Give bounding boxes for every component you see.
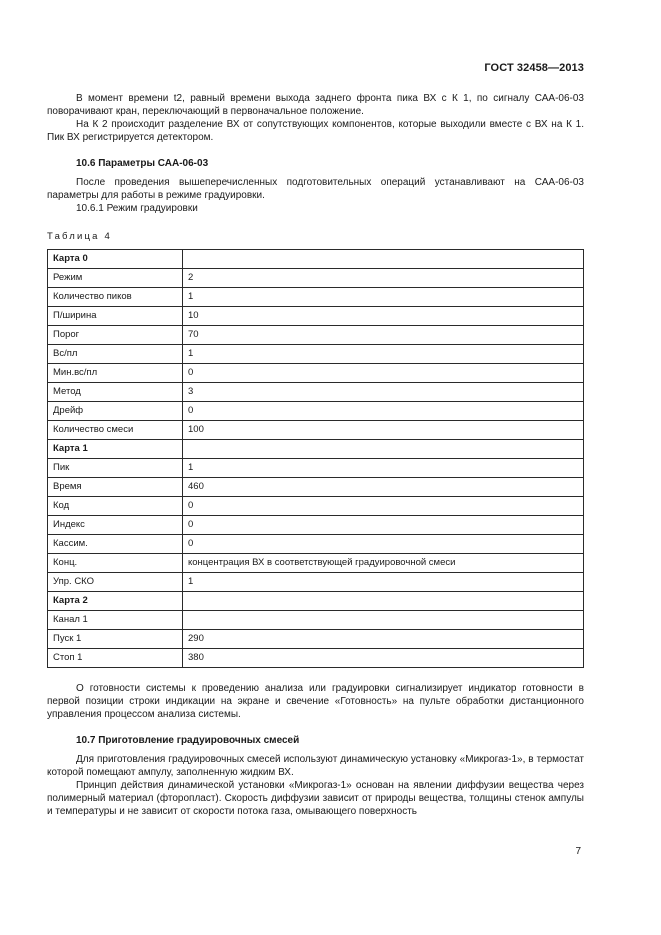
section-10-7-paragraph-1: Для приготовления градуировочных смесей используют динамическую установку «Микрогаз-1», в термостат которой помещают ампулу, заполненную жидким ВХ.	[47, 754, 584, 778]
parameter-value-cell: 1	[183, 459, 584, 478]
section-10-6-paragraph: После проведения вышеперечисленных подготовительных операций устанавливают на САА-06-03 параметры для работы в режиме градуировки.	[47, 177, 584, 201]
parameter-value-cell: 3	[183, 383, 584, 402]
parameter-name-cell: Количество смеси	[48, 421, 183, 440]
table-row	[48, 497, 584, 516]
table-row	[48, 421, 584, 440]
parameter-value-cell	[183, 611, 584, 630]
table-section-row	[48, 592, 584, 611]
intro-paragraph-1: В момент времени t2, равный времени выхода заднего фронта пика ВХ с К 1, по сигналу САА-06-03 поворачивают кран, переключающий в первоначальное положение.	[47, 93, 584, 117]
table-row	[48, 383, 584, 402]
parameter-name-cell: Вс/пл	[48, 345, 183, 364]
table-row	[48, 402, 584, 421]
page-content	[47, 92, 584, 818]
parameter-value-cell: 2	[183, 269, 584, 288]
parameter-name-cell: Конц.	[48, 554, 183, 573]
table-section-row	[48, 440, 584, 459]
table-row	[48, 269, 584, 288]
parameter-name-cell: Карта 2	[48, 592, 183, 611]
parameter-name-cell: Пуск 1	[48, 630, 183, 649]
parameter-name-cell: Кассим.	[48, 535, 183, 554]
table-section-row	[48, 250, 584, 269]
parameter-value-cell	[183, 440, 584, 459]
parameter-value-cell: 290	[183, 630, 584, 649]
parameter-name-cell: Дрейф	[48, 402, 183, 421]
parameter-name-cell: Карта 0	[48, 250, 183, 269]
table-row	[48, 288, 584, 307]
parameter-name-cell: Канал 1	[48, 611, 183, 630]
table-row	[48, 554, 584, 573]
parameter-value-cell: 10	[183, 307, 584, 326]
parameter-name-cell: Режим	[48, 269, 183, 288]
parameter-value-cell: 0	[183, 402, 584, 421]
parameter-value-cell: концентрация ВХ в соответствующей градуировочной смеси	[183, 554, 584, 573]
parameter-value-cell: 0	[183, 497, 584, 516]
parameter-name-cell: Код	[48, 497, 183, 516]
table-row	[48, 535, 584, 554]
parameter-name-cell: Порог	[48, 326, 183, 345]
parameter-name-cell: Время	[48, 478, 183, 497]
parameter-value-cell: 380	[183, 649, 584, 668]
table-row	[48, 326, 584, 345]
table-row	[48, 478, 584, 497]
document-code: ГОСТ 32458—2013	[484, 62, 584, 74]
table-row	[48, 630, 584, 649]
table-row	[48, 649, 584, 668]
parameter-name-cell: Метод	[48, 383, 183, 402]
readiness-paragraph: О готовности системы к проведению анализа или градуировки сигнализирует индикатор готовности в первой позиции строки индикации на экране и свечение «Готовность» на пульте обработки дистанционного управления процессом анализа системы.	[47, 683, 584, 720]
parameter-name-cell: Индекс	[48, 516, 183, 535]
parameter-value-cell: 1	[183, 345, 584, 364]
parameter-name-cell: Мин.вс/пл	[48, 364, 183, 383]
intro-paragraph-2: На К 2 происходит разделение ВХ от сопутствующих компонентов, которые выходили вместе с ВХ на К 1. Пик ВХ регистрируется детектором.	[47, 119, 584, 143]
parameter-value-cell: 0	[183, 535, 584, 554]
parameter-value-cell	[183, 592, 584, 611]
table-row	[48, 611, 584, 630]
section-10-7-paragraph-2: Принцип действия динамической установки «Микрогаз-1» основан на явлении диффузии вещества через полимерный материал (фторопласт). Скорость диффузии зависит от природы вещества, толщины стенок ампулы и температуры и не зависит от скорости потока газа, омывающего поверхность	[47, 780, 584, 817]
parameter-value-cell: 460	[183, 478, 584, 497]
parameter-value-cell: 1	[183, 288, 584, 307]
table-row	[48, 516, 584, 535]
parameter-value-cell: 100	[183, 421, 584, 440]
parameter-name-cell: Карта 1	[48, 440, 183, 459]
section-title-10-7: 10.7 Приготовление градуировочных смесей	[76, 735, 300, 746]
parameters-table	[47, 249, 584, 668]
table-row	[48, 573, 584, 592]
table-row	[48, 459, 584, 478]
section-title-10-6: 10.6 Параметры САА-06-03	[76, 158, 209, 169]
subsection-10-6-1: 10.6.1 Режим градуировки	[76, 203, 198, 214]
table-row	[48, 307, 584, 326]
page-number: 7	[575, 846, 581, 857]
table-row	[48, 345, 584, 364]
table-caption: Таблица 4	[47, 231, 112, 242]
parameter-name-cell: Стоп 1	[48, 649, 183, 668]
parameter-name-cell: П/ширина	[48, 307, 183, 326]
parameter-value-cell: 1	[183, 573, 584, 592]
table-row	[48, 364, 584, 383]
parameter-value-cell: 70	[183, 326, 584, 345]
parameter-name-cell: Упр. СКО	[48, 573, 183, 592]
parameter-value-cell: 0	[183, 516, 584, 535]
parameter-name-cell: Пик	[48, 459, 183, 478]
parameter-value-cell	[183, 250, 584, 269]
parameter-value-cell: 0	[183, 364, 584, 383]
parameter-name-cell: Количество пиков	[48, 288, 183, 307]
